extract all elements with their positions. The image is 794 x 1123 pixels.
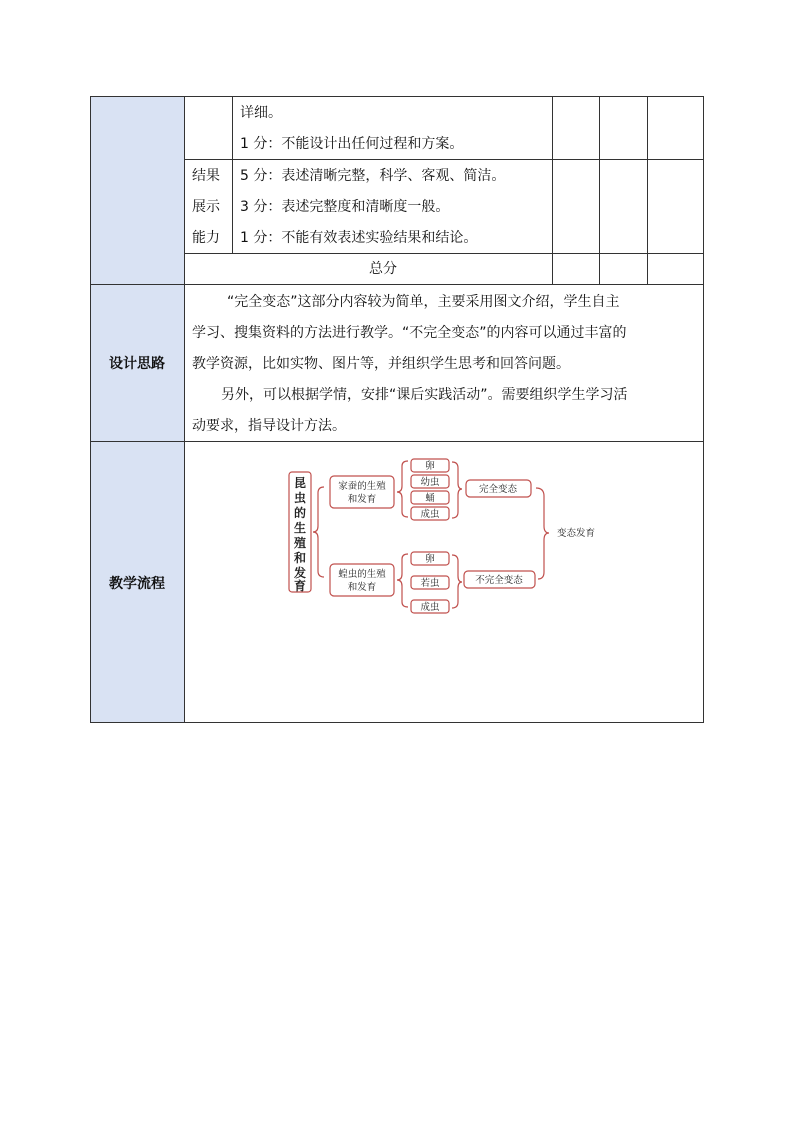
diagram-root-char: 虫: [293, 491, 307, 505]
design-paragraph-line: 另外，可以根据学情，安排“课后实践活动”。需要组织学生学习活: [221, 387, 628, 403]
diagram-stage: 成虫: [420, 602, 440, 613]
diagram-branch-label: 和发育: [347, 582, 377, 593]
diagram-stage: 成虫: [420, 509, 440, 520]
criteria-line: 5 分：表述清晰完整，科学、客观、简洁。: [240, 168, 506, 184]
diagram-stage: 卵: [425, 554, 435, 565]
design-paragraph-line: “完全变态”这部分内容较为简单，主要采用图文介绍，学生自主: [227, 294, 620, 310]
diagram-stage: 若虫: [420, 578, 440, 589]
insect-development-diagram: [280, 452, 610, 622]
diagram-branch-label: 和发育: [347, 494, 377, 505]
criteria-line: 1 分：不能有效表述实验结果和结论。: [240, 230, 478, 246]
criteria-line: 详细。: [240, 105, 282, 121]
criteria-sub-label: 能力: [192, 230, 220, 246]
diagram-result: 完全变态: [478, 484, 518, 495]
criteria-sub-label: 展示: [192, 199, 220, 215]
diagram-branch-label: 蝗虫的生殖: [338, 569, 386, 580]
design-paragraph-line: 学习、搜集资料的方法进行教学。“不完全变态”的内容可以通过丰富的: [192, 325, 627, 341]
design-paragraph-line: 教学资源，比如实物、图片等，并组织学生思考和回答问题。: [192, 356, 570, 372]
diagram-root-char: 育: [293, 579, 307, 593]
diagram-root-char: 殖: [293, 536, 307, 550]
design-paragraph-line: 动要求，指导设计方法。: [192, 418, 346, 434]
diagram-root-char: 发: [293, 566, 307, 580]
diagram-branch-label: 家蚕的生殖: [338, 481, 386, 492]
design-label: 设计思路: [109, 356, 165, 372]
criteria-sub-label: 结果: [192, 168, 220, 184]
diagram-stage: 蛹: [425, 493, 435, 504]
diagram-root-char: 昆: [293, 476, 307, 490]
diagram-root-char: 的: [293, 506, 307, 520]
diagram-root-char: 和: [293, 551, 307, 565]
diagram-stage: 幼虫: [420, 477, 440, 488]
diagram-result: 不完全变态: [475, 575, 523, 586]
flow-label: 教学流程: [109, 576, 165, 592]
total-score-label: 总分: [369, 261, 397, 277]
label-column-shade: [90, 97, 184, 722]
criteria-line: 3 分：表述完整度和清晰度一般。: [240, 199, 450, 215]
diagram-final: 变态发育: [556, 528, 596, 539]
diagram-stage: 卵: [425, 461, 435, 472]
criteria-line: 1 分：不能设计出任何过程和方案。: [240, 136, 464, 152]
diagram-root-char: 生: [293, 521, 307, 535]
